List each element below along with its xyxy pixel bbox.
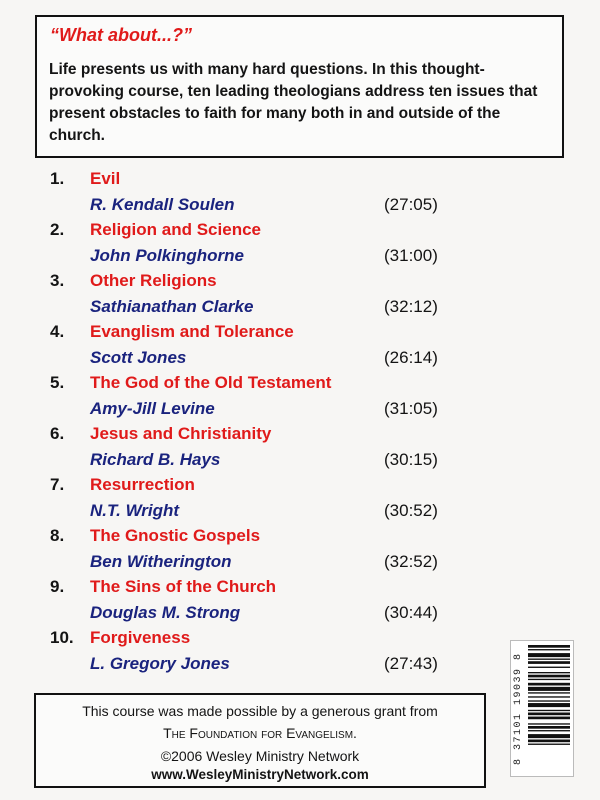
episode-number: 9. [50,577,65,596]
barcode-bar [528,713,570,716]
barcode-bar [528,661,570,664]
episode-item-1 [0,168,600,219]
episode-speaker: Douglas M. Strong [90,603,241,622]
episode-number: 10. [50,628,74,647]
episode-duration: (27:05) [384,195,438,214]
barcode-bar [528,687,570,691]
intro-box [35,15,564,158]
barcode-bar [528,730,570,731]
barcode-bar [528,700,570,701]
episode-item-7 [0,474,600,525]
episode-speaker: R. Kendall Soulen [90,195,235,214]
episode-number: 8. [50,526,65,545]
episode-number: 2. [50,220,65,239]
episode-speaker: Sathianathan Clarke [90,297,254,316]
foundation-name: The Foundation for Evangelism. [163,725,357,741]
barcode-bar [528,703,570,707]
episode-duration: (26:14) [384,348,438,367]
episode-number: 6. [50,424,65,443]
episode-topic: Forgiveness [90,628,191,647]
barcode-bar [528,740,570,743]
episode-item-9 [0,576,600,627]
episode-speaker: L. Gregory Jones [90,654,230,673]
episode-speaker: Scott Jones [90,348,187,367]
barcode [510,640,574,777]
episode-item-4 [0,321,600,372]
episode-topic: Resurrection [90,475,195,494]
episode-number: 3. [50,271,65,290]
episode-number: 7. [50,475,65,494]
barcode-bar [528,692,570,693]
barcode-bar [528,649,570,650]
episode-speaker: John Polkinghorne [90,246,244,265]
barcode-bar [528,734,570,738]
episode-topic: Evil [90,169,121,188]
episode-item-2 [0,219,600,270]
episode-duration: (30:52) [384,501,438,520]
barcode-bar [528,696,570,697]
barcode-bar [528,659,570,660]
website-url: www.WesleyMinistryNetwork.com [151,767,369,782]
episode-topic: Other Religions [90,271,217,290]
episode-topic: The Gnostic Gospels [90,526,261,545]
episode-speaker: N.T. Wright [90,501,180,520]
intro-title: “What about...?” [50,25,192,45]
barcode-bar [528,672,570,673]
episode-number: 4. [50,322,65,341]
barcode-bars [528,645,570,772]
episode-duration: (30:15) [384,450,438,469]
episode-item-3 [0,270,600,321]
episode-duration: (32:52) [384,552,438,571]
episode-number: 5. [50,373,65,392]
barcode-bar [528,717,570,720]
barcode-bar [528,744,570,745]
episode-duration: (31:00) [384,246,438,265]
barcode-bar [528,723,570,724]
credit-box [34,693,486,788]
intro-text: Life presents us with many hard questions. In this thought-provoking course, ten leading theologians address ten issues that present obstacles to faith for many both in and outside of the church. [49,61,538,144]
episode-topic: Jesus and Christianity [90,424,272,443]
episode-topic: Religion and Science [90,220,261,239]
episode-duration: (31:05) [384,399,438,418]
episode-item-6 [0,423,600,474]
episode-speaker: Ben Witherington [90,552,232,571]
copyright-text: ©2006 Wesley Ministry Network [160,748,360,764]
episode-topic: Evanglism and Tolerance [90,322,294,341]
barcode-bar [528,675,570,678]
barcode-bar [528,710,570,711]
barcode-bar [528,653,570,657]
barcode-bar [528,679,570,680]
barcode-bar [528,645,570,648]
episode-number: 1. [50,169,65,188]
episode-duration: (27:43) [384,654,438,673]
barcode-digits: 8 37101 19039 8 [513,652,524,765]
episode-item-8 [0,525,600,576]
episode-duration: (32:12) [384,297,438,316]
barcode-bar [528,683,570,686]
episode-item-5 [0,372,600,423]
barcode-bar [528,667,570,668]
episode-speaker: Amy-Jill Levine [90,399,215,418]
episode-duration: (30:44) [384,603,438,622]
grant-text: This course was made possible by a generous grant from [82,703,438,719]
episode-topic: The Sins of the Church [90,577,277,596]
barcode-bar [528,726,570,729]
episode-speaker: Richard B. Hays [90,450,221,469]
episode-topic: The God of the Old Testament [90,373,332,392]
